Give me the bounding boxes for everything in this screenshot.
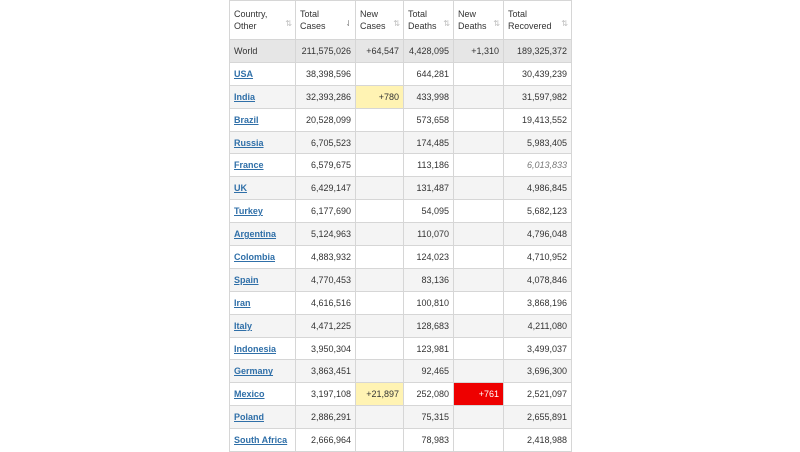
country-link[interactable]: Indonesia [234, 343, 277, 354]
country-link[interactable]: South Africa [234, 435, 288, 446]
total-recovered-cell: 31,597,982 [504, 85, 572, 108]
new-cases-cell [356, 200, 404, 223]
country-cell [230, 360, 296, 383]
new-cases-cell: +21,897 [356, 383, 404, 406]
header-new-deaths-label: New Deaths [458, 9, 487, 31]
table-row [230, 291, 572, 314]
header-total-deaths-label: Total Deaths [408, 9, 437, 31]
total-deaths-cell: 124,023 [404, 246, 454, 269]
country-link[interactable]: Poland [234, 412, 265, 423]
new-deaths-cell [454, 85, 504, 108]
total-recovered-cell: 5,682,123 [504, 200, 572, 223]
new-cases-cell [356, 360, 404, 383]
header-row [230, 1, 572, 40]
total-deaths-cell: 92,465 [404, 360, 454, 383]
total-recovered-cell: 4,710,952 [504, 246, 572, 269]
country-link[interactable]: Iran [234, 297, 251, 308]
total-recovered-cell: 3,696,300 [504, 360, 572, 383]
total-cases-cell: 6,579,675 [296, 154, 356, 177]
new-cases-cell [356, 429, 404, 452]
table-row [230, 383, 572, 406]
new-deaths-cell [454, 360, 504, 383]
table-row [230, 200, 572, 223]
header-total-recovered-label: Total Recovered [508, 9, 552, 31]
total-recovered-cell: 19,413,552 [504, 108, 572, 131]
total-cases-cell: 2,666,964 [296, 429, 356, 452]
new-deaths-cell [454, 131, 504, 154]
table-row [230, 85, 572, 108]
new-cases-cell [356, 108, 404, 131]
table-row [230, 268, 572, 291]
table-row [230, 131, 572, 154]
total-recovered-cell: 4,211,080 [504, 314, 572, 337]
new-cases-cell [356, 62, 404, 85]
new-deaths-cell [454, 429, 504, 452]
new-deaths-cell: +761 [454, 383, 504, 406]
sort-icon[interactable]: ⇅ [561, 19, 568, 28]
new-cases-cell [356, 223, 404, 246]
country-link[interactable]: Brazil [234, 114, 259, 125]
header-total-deaths[interactable] [404, 1, 454, 40]
country-link[interactable]: UK [234, 183, 247, 194]
new-cases-cell [356, 177, 404, 200]
new-deaths-cell [454, 154, 504, 177]
total-deaths-cell: 75,315 [404, 406, 454, 429]
header-new-deaths[interactable] [454, 1, 504, 40]
total-cases-cell: 211,575,026 [296, 40, 356, 63]
country-cell [230, 383, 296, 406]
total-recovered-cell: 2,418,988 [504, 429, 572, 452]
total-cases-cell: 5,124,963 [296, 223, 356, 246]
country-link[interactable]: Russia [234, 137, 264, 148]
total-recovered-cell: 2,655,891 [504, 406, 572, 429]
total-cases-cell: 4,616,516 [296, 291, 356, 314]
new-deaths-cell [454, 406, 504, 429]
table-row [230, 154, 572, 177]
total-deaths-cell: 110,070 [404, 223, 454, 246]
new-deaths-cell [454, 246, 504, 269]
total-cases-cell: 3,863,451 [296, 360, 356, 383]
new-cases-cell [356, 337, 404, 360]
new-deaths-cell [454, 223, 504, 246]
new-deaths-cell [454, 268, 504, 291]
country-cell: World [230, 40, 296, 63]
covid-stats-table-container [229, 0, 571, 452]
new-cases-cell [356, 268, 404, 291]
table-row [230, 108, 572, 131]
country-link[interactable]: Turkey [234, 206, 263, 217]
sort-icon[interactable]: ⇅ [493, 19, 500, 28]
total-deaths-cell: 78,983 [404, 429, 454, 452]
country-cell [230, 337, 296, 360]
table-row [230, 429, 572, 452]
covid-stats-table [229, 0, 572, 452]
total-deaths-cell: 252,080 [404, 383, 454, 406]
country-cell [230, 200, 296, 223]
new-cases-cell [356, 154, 404, 177]
total-recovered-cell: 6,013,833 [504, 154, 572, 177]
new-cases-cell: +64,547 [356, 40, 404, 63]
total-cases-cell: 6,705,523 [296, 131, 356, 154]
table-row [230, 360, 572, 383]
total-cases-cell: 20,528,099 [296, 108, 356, 131]
table-row [230, 337, 572, 360]
country-cell [230, 429, 296, 452]
total-recovered-cell: 3,499,037 [504, 337, 572, 360]
table-row [230, 223, 572, 246]
country-cell [230, 131, 296, 154]
table-row [230, 246, 572, 269]
country-link[interactable]: Mexico [234, 389, 265, 400]
total-recovered-cell: 2,521,097 [504, 383, 572, 406]
table-row [230, 314, 572, 337]
new-deaths-cell [454, 314, 504, 337]
country-cell [230, 268, 296, 291]
new-cases-cell [356, 246, 404, 269]
total-deaths-cell: 100,810 [404, 291, 454, 314]
total-cases-cell: 4,883,932 [296, 246, 356, 269]
country-link[interactable]: Italy [234, 320, 253, 331]
country-cell [230, 177, 296, 200]
new-deaths-cell [454, 337, 504, 360]
total-cases-cell: 3,197,108 [296, 383, 356, 406]
header-country-label: Country, Other [234, 9, 268, 31]
total-deaths-cell: 174,485 [404, 131, 454, 154]
header-country[interactable] [230, 1, 296, 40]
total-deaths-cell: 54,095 [404, 200, 454, 223]
country-link[interactable]: Spain [234, 274, 259, 285]
country-link[interactable]: Argentina [234, 229, 277, 240]
total-deaths-cell: 83,136 [404, 268, 454, 291]
total-cases-cell: 3,950,304 [296, 337, 356, 360]
country-cell [230, 85, 296, 108]
country-link[interactable]: USA [234, 68, 254, 79]
sort-icon[interactable]: ⇅ [393, 19, 400, 28]
total-deaths-cell: 433,998 [404, 85, 454, 108]
table-row [230, 177, 572, 200]
total-cases-cell: 4,770,453 [296, 268, 356, 291]
header-total-cases[interactable] [296, 1, 356, 40]
new-deaths-cell: +1,310 [454, 40, 504, 63]
total-deaths-cell: 131,487 [404, 177, 454, 200]
header-total-recovered[interactable] [504, 1, 572, 40]
total-recovered-cell: 5,983,405 [504, 131, 572, 154]
total-cases-cell: 2,886,291 [296, 406, 356, 429]
total-cases-cell: 4,471,225 [296, 314, 356, 337]
country-cell [230, 314, 296, 337]
total-cases-cell: 6,177,690 [296, 200, 356, 223]
country-link[interactable]: Colombia [234, 251, 276, 262]
new-cases-cell [356, 406, 404, 429]
total-cases-cell: 38,398,596 [296, 62, 356, 85]
new-deaths-cell [454, 62, 504, 85]
total-deaths-cell: 123,981 [404, 337, 454, 360]
table-row [230, 406, 572, 429]
total-recovered-cell: 4,078,846 [504, 268, 572, 291]
total-deaths-cell: 573,658 [404, 108, 454, 131]
country-cell [230, 223, 296, 246]
total-cases-cell: 32,393,286 [296, 85, 356, 108]
new-cases-cell [356, 291, 404, 314]
new-deaths-cell [454, 177, 504, 200]
total-recovered-cell: 189,325,372 [504, 40, 572, 63]
total-deaths-cell: 644,281 [404, 62, 454, 85]
sort-icon[interactable]: ⇅ [285, 19, 292, 28]
new-cases-cell: +780 [356, 85, 404, 108]
total-deaths-cell: 128,683 [404, 314, 454, 337]
country-cell [230, 108, 296, 131]
total-recovered-cell: 30,439,239 [504, 62, 572, 85]
total-recovered-cell: 4,796,048 [504, 223, 572, 246]
country-cell [230, 246, 296, 269]
sort-icon[interactable]: ⇃ [345, 19, 352, 28]
total-recovered-cell: 4,986,845 [504, 177, 572, 200]
table-row-world [230, 40, 572, 63]
country-cell [230, 62, 296, 85]
new-cases-cell [356, 131, 404, 154]
total-cases-cell: 6,429,147 [296, 177, 356, 200]
new-deaths-cell [454, 200, 504, 223]
header-total-cases-label: Total Cases [300, 9, 326, 31]
total-deaths-cell: 113,186 [404, 154, 454, 177]
total-deaths-cell: 4,428,095 [404, 40, 454, 63]
country-cell [230, 291, 296, 314]
country-cell [230, 154, 296, 177]
country-link[interactable]: France [234, 160, 264, 171]
new-cases-cell [356, 314, 404, 337]
table-row [230, 62, 572, 85]
new-deaths-cell [454, 108, 504, 131]
header-new-cases-label: New Cases [360, 9, 386, 31]
country-cell [230, 406, 296, 429]
total-recovered-cell: 3,868,196 [504, 291, 572, 314]
country-link[interactable]: Germany [234, 366, 274, 377]
country-link[interactable]: India [234, 91, 256, 102]
new-deaths-cell [454, 291, 504, 314]
header-new-cases[interactable] [356, 1, 404, 40]
sort-icon[interactable]: ⇅ [443, 19, 450, 28]
